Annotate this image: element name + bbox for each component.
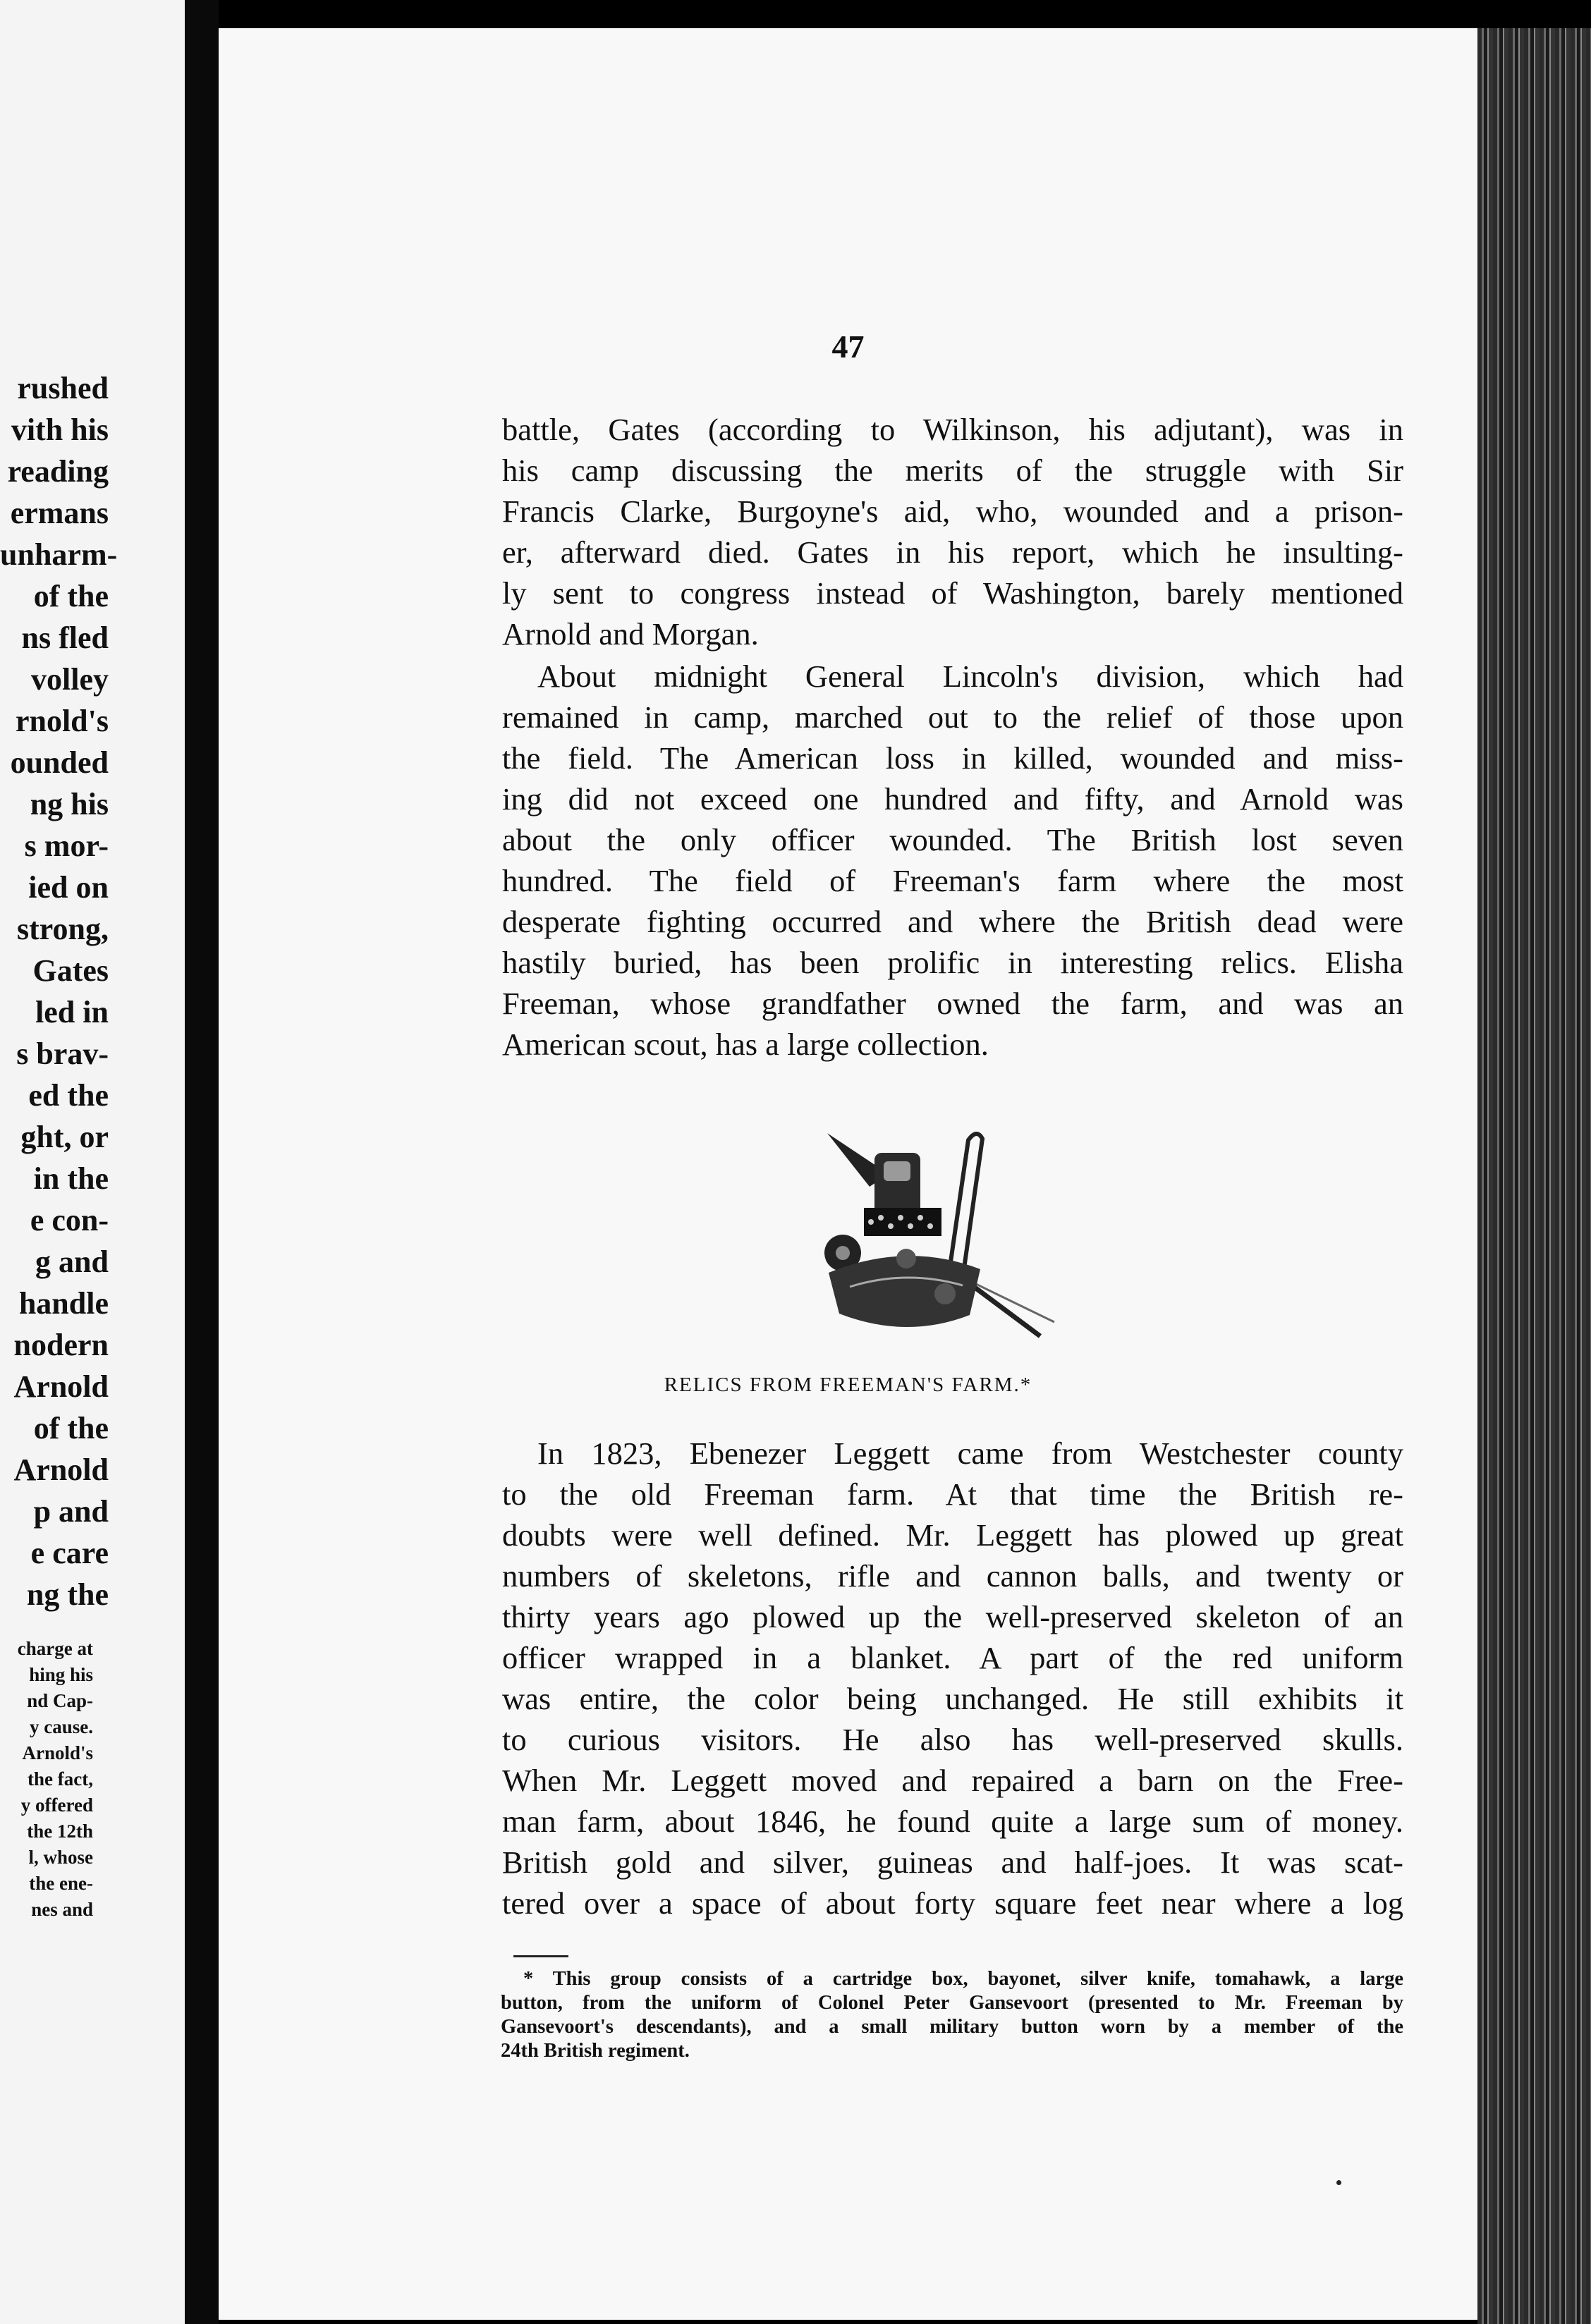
facing-page-line: ed the — [28, 1078, 109, 1113]
facing-page-note-line: l, whose — [28, 1847, 93, 1868]
body-line: In 1823, Ebenezer Leggett came from Westchester county — [537, 1436, 1403, 1471]
book-gutter — [185, 0, 219, 2324]
body-line: man farm, about 1846, he found quite a large sum of money. — [502, 1804, 1403, 1839]
facing-page-note-line: charge at — [17, 1638, 93, 1659]
facing-page-line: in the — [33, 1161, 109, 1196]
footnote-line: 24th British regiment. — [501, 2040, 690, 2062]
facing-page-line: p and — [33, 1494, 109, 1529]
body-line: American scout, has a large collection. — [502, 1027, 989, 1062]
facing-page-line: unharm- — [0, 537, 118, 572]
body-line: doubts were well defined. Mr. Leggett has plowed up great — [502, 1517, 1403, 1553]
body-line: hundred. The field of Freeman's farm where the most — [502, 863, 1403, 898]
facing-page-line: volley — [31, 662, 109, 697]
illustration-caption: RELICS FROM FREEMAN'S FARM.* — [664, 1374, 1032, 1396]
body-line: tered over a space of about forty square feet near where a log — [502, 1885, 1403, 1921]
body-line: Francis Clarke, Burgoyne's aid, who, wounded and a prison- — [502, 494, 1403, 529]
body-line: remained in camp, marched out to the relief of those upon — [502, 699, 1403, 735]
facing-page-note-line: the fact, — [28, 1768, 93, 1790]
facing-page-note-line: the 12th — [27, 1821, 93, 1842]
facing-page — [0, 0, 185, 2324]
body-line: desperate fighting occurred and where the British dead were — [502, 904, 1403, 939]
facing-page-line: led in — [35, 995, 109, 1029]
facing-page-line: ng his — [30, 787, 109, 821]
facing-page-note-line: y cause. — [30, 1716, 93, 1737]
facing-page-line: ng the — [26, 1577, 109, 1612]
body-line: battle, Gates (according to Wilkinson, his adjutant), was in — [502, 412, 1403, 447]
body-line: ing did not exceed one hundred and fifty, and Arnold was — [502, 781, 1403, 817]
facing-page-note-line: nd Cap- — [27, 1690, 93, 1711]
facing-page-line: Arnold — [13, 1452, 109, 1487]
facing-page-line: strong, — [17, 912, 109, 946]
page-number: 47 — [831, 329, 865, 365]
facing-page-line: handle — [18, 1286, 109, 1321]
page-edge — [1477, 28, 1591, 2324]
body-line: thirty years ago plowed up the well-preserved skeleton of an — [502, 1599, 1403, 1634]
body-line: the field. The American loss in killed, wounded and miss- — [502, 740, 1403, 776]
facing-page-line: Arnold — [13, 1369, 109, 1404]
facing-page-note-line: Arnold's — [22, 1742, 93, 1763]
facing-page-line: ounded — [10, 745, 109, 780]
facing-page-line: ns fled — [21, 620, 109, 655]
facing-page-line: rnold's — [15, 704, 109, 738]
body-line: officer wrapped in a blanket. A part of the red uniform — [502, 1640, 1403, 1675]
facing-page-line: e con- — [30, 1203, 109, 1237]
footnote-line: Gansevoort's descendants), and a small military button worn by a member of the — [501, 2016, 1403, 2038]
body-line: hastily buried, has been prolific in interesting relics. Elisha — [502, 945, 1403, 980]
body-line: er, afterward died. Gates in his report, which he insulting- — [502, 534, 1403, 570]
book-page — [219, 28, 1477, 2320]
body-line: his camp discussing the merits of the struggle with Sir — [502, 453, 1403, 488]
facing-page-line: reading — [7, 454, 109, 489]
facing-page-line: g and — [35, 1244, 109, 1279]
facing-page-line: nodern — [13, 1328, 109, 1362]
facing-page-line: s mor- — [24, 828, 109, 863]
facing-page-note-line: hing his — [29, 1664, 93, 1685]
body-line: When Mr. Leggett moved and repaired a barn on the Free- — [502, 1763, 1403, 1798]
facing-page-note-line: nes and — [31, 1899, 93, 1920]
body-line: Arnold and Morgan. — [502, 616, 759, 652]
body-line: about the only officer wounded. The British lost seven — [502, 822, 1403, 857]
facing-page-line: Gates — [32, 953, 109, 988]
facing-page-line: rushed — [17, 371, 109, 405]
body-line: About midnight General Lincoln's division, which had — [537, 659, 1403, 694]
footnote-rule — [513, 1955, 568, 1957]
relics-illustration — [822, 1125, 1090, 1343]
facing-page-line: s brav- — [16, 1036, 109, 1071]
body-line: was entire, the color being unchanged. He still exhibits it — [502, 1681, 1403, 1716]
facing-page-line: ght, or — [20, 1120, 109, 1154]
ink-speck — [1336, 2180, 1341, 2185]
body-line: to curious visitors. He also has well-preserved skulls. — [502, 1722, 1403, 1757]
body-line: ly sent to congress instead of Washington, barely mentioned — [502, 575, 1403, 611]
facing-page-line: ermans — [10, 496, 109, 530]
facing-page-line: of the — [33, 579, 109, 613]
footnote-line: * This group consists of a cartridge box, bayonet, silver knife, tomahawk, a large — [523, 1968, 1403, 1990]
facing-page-note-line: the ene- — [29, 1873, 93, 1894]
body-line: Freeman, whose grandfather owned the farm, and was an — [502, 986, 1403, 1021]
body-line: to the old Freeman farm. At that time the British re- — [502, 1476, 1403, 1512]
facing-page-line: e care — [30, 1536, 109, 1570]
facing-page-line: ied on — [28, 870, 109, 905]
body-line: British gold and silver, guineas and half-joes. It was scat- — [502, 1845, 1403, 1880]
body-line: numbers of skeletons, rifle and cannon balls, and twenty or — [502, 1558, 1403, 1594]
facing-page-line: of the — [33, 1411, 109, 1445]
facing-page-line: vith his — [11, 412, 109, 447]
footnote-line: button, from the uniform of Colonel Peter Gansevoort (presented to Mr. Freeman by — [501, 1992, 1403, 2014]
facing-page-note-line: y offered — [20, 1794, 93, 1816]
